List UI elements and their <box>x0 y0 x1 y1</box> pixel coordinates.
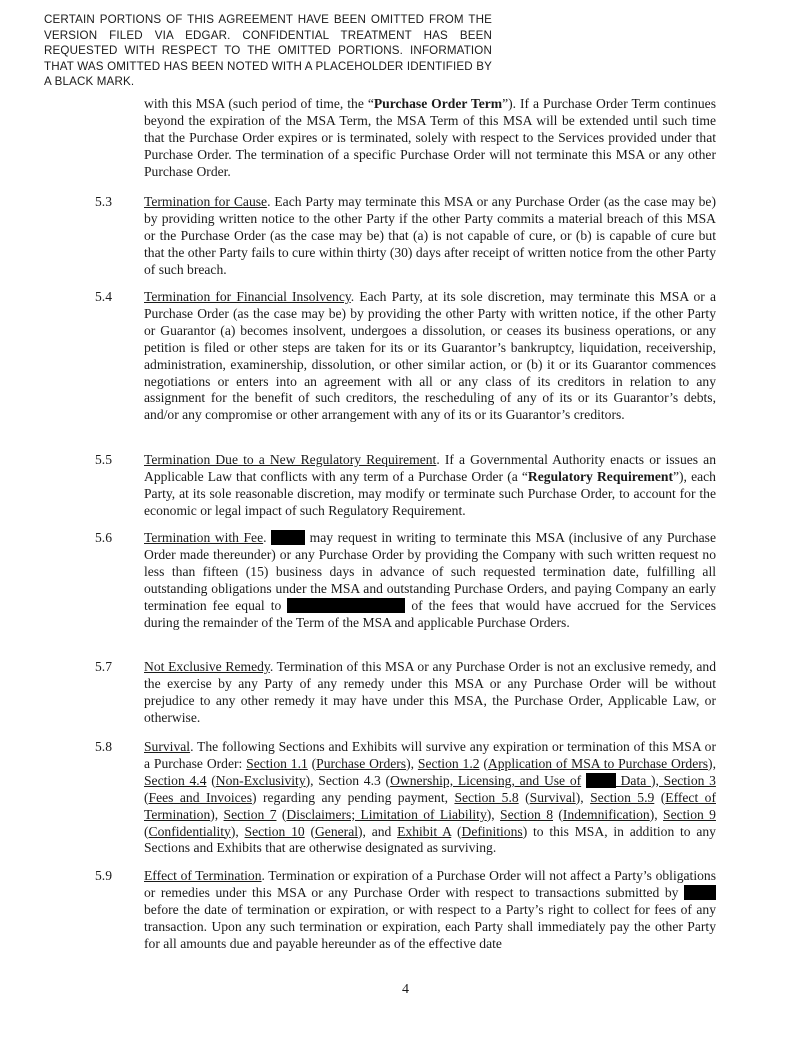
section-reference: Section 8 <box>500 806 553 822</box>
text-fragment: ( <box>479 755 488 771</box>
section-5-3 <box>95 194 716 279</box>
section-5-9 <box>95 868 716 953</box>
text-fragment: ( <box>206 772 216 788</box>
section-text: . Each Party may terminate this MSA or any Purchase Order (as the case may be) by providing written notice to the other Party if the other Party commits a material breach of this MSA or the Purchase Order (as the case may be) that (a) is not capable of cure, or (b) is capable of cure but that the other Party fails to cure within thirty (30) days after receipt of written notice from the other Party of such breach. <box>144 194 716 277</box>
text-fragment: ( <box>307 755 317 771</box>
section-text-1: . Termination or expiration of a Purchase Order will not affect a Party’s obligations or remedies under this MSA or any Purchase Order with respect to transactions submitted by <box>144 868 716 900</box>
text-fragment: ) regarding any pending payment, <box>252 789 455 805</box>
section-number: 5.3 <box>95 194 112 209</box>
text-fragment: ), <box>649 806 664 822</box>
section-heading: Termination Due to a New Regulatory Requirement <box>144 452 437 467</box>
section-reference-title: Non-Exclusivity <box>215 772 306 788</box>
section-5-7 <box>95 659 716 727</box>
section-reference-title: Indemnification <box>562 806 650 822</box>
text-fragment: ) to this MSA, in addition to any Sections and Exhibits that are otherwise designated as surviving. <box>144 823 716 856</box>
section-reference: Section 7 <box>223 806 277 822</box>
section-reference-title: General <box>314 823 359 839</box>
section-text-2: of the fees that would have accrued for the Services during the remainder of the Term of the MSA and applicable Purchase Orders. <box>144 597 716 630</box>
section-paragraph <box>144 194 716 279</box>
text-fragment: ( <box>518 789 530 805</box>
section-number: 5.5 <box>95 452 112 467</box>
section-text: . Each Party, at its sole discretion, may terminate this MSA or a Purchase Order (as the case may be) by providing the other Party with written notice, if the other Party or Guarantor (a) becomes insolvent, undergoes a dissolution, or ceases its business operations, or any petition is filed or other steps are taken for its or its Guarantor’s bankruptcy, liquidation, receivership, administration, examinership, dissolution, or other similar action, or (b) it or its Guarantor commences negotiations or enters into an agreement with all or any class of its creditors in relation to any assignment for the benefit of such creditors, the rescheduling of any of its or its Guarantor’s debts, and/or any compromise or other arrangement with any of its or its Guarantor’s creditors. <box>144 289 716 423</box>
intro-text-2: ”). If a Purchase Order Term continues beyond the expiration of the MSA Term, the MSA Term of this MSA will be extended until such time that the Purchase Order expires or is terminated, solely with respect to the Services provided under that Purchase Order. The termination of a specific Purchase Order will not terminate this MSA or any other Purchase Order. <box>144 96 716 179</box>
section-paragraph <box>144 659 716 727</box>
text-fragment: ( <box>553 806 563 822</box>
intro-text-1: with this MSA (such period of time, the “ <box>144 96 374 111</box>
text-fragment: ), and <box>358 823 398 839</box>
section-reference: Section 1.1 <box>246 755 308 771</box>
section-reference-title: Definitions <box>461 823 523 839</box>
redaction-mark <box>684 885 716 900</box>
exhibit-reference: Exhibit A <box>397 823 452 839</box>
section-text-0: . <box>263 530 272 545</box>
section-reference: Data ), Section 3 <box>615 772 716 788</box>
section-heading: Termination for Financial Insolvency <box>144 289 351 304</box>
section-heading: Termination for Cause <box>144 194 268 209</box>
continuation-paragraph <box>144 96 716 181</box>
text-fragment: ( <box>144 789 149 805</box>
section-text-2: before the date of termination or expiration, or with respect to a Party’s right to collect for fees of any transaction. Upon any such termination or expiration, each Party shall immediately pay the other Party for all amounts due and payable hereunder as of the effective date <box>144 901 716 951</box>
section-paragraph <box>144 452 716 520</box>
section-reference-title: Ownership, Licensing, and Use of <box>390 772 582 788</box>
text-fragment: ), <box>210 806 224 822</box>
text-fragment: ( <box>144 823 149 839</box>
section-reference-title: Purchase Orders <box>316 755 407 771</box>
text-fragment: ), <box>406 755 418 771</box>
text-fragment: ( <box>276 806 287 822</box>
section-number: 5.9 <box>95 868 112 883</box>
section-reference-title: Fees and Invoices <box>148 789 253 805</box>
text-fragment: ( <box>304 823 315 839</box>
section-heading: Termination with Fee <box>144 530 264 545</box>
section-heading: Not Exclusive Remedy <box>144 659 270 674</box>
section-5-8 <box>95 739 716 857</box>
section-number: 5.8 <box>95 739 112 754</box>
section-reference-title: Confidentiality <box>148 823 231 839</box>
section-text: . Termination of this MSA or any Purchase Order is not an exclusive remedy, and the exercise by any Party of any remedy under this MSA or any Purchase Order will be without prejudice to any other remedy it may have under this MSA, the Purchase Order, Applicable Law, or otherwise. <box>144 659 716 725</box>
section-5-5 <box>95 452 716 520</box>
section-reference: Section 9 <box>663 806 716 822</box>
text-fragment: ( <box>451 823 462 839</box>
text-fragment: ), <box>486 806 501 822</box>
section-paragraph <box>144 868 716 953</box>
section-5-4 <box>95 289 716 424</box>
section-reference-title: Survival <box>529 789 576 805</box>
redaction-mark <box>287 598 405 613</box>
defined-term-regulatory-requirement: Regulatory Requirement <box>527 468 673 484</box>
section-number: 5.6 <box>95 530 112 545</box>
section-5-6 <box>95 530 716 631</box>
section-reference: Section 5.8 <box>454 789 519 805</box>
redaction-mark <box>271 530 305 545</box>
text-fragment: ( <box>654 789 666 805</box>
redaction-mark <box>586 773 616 788</box>
section-paragraph <box>144 739 716 857</box>
section-paragraph <box>144 289 716 424</box>
section-reference: Section 10 <box>244 823 305 839</box>
defined-term-purchase-order-term: Purchase Order Term <box>373 96 503 111</box>
page-number: 4 <box>402 982 409 997</box>
section-reference-title: Disclaimers; Limitation of Liability <box>286 806 487 822</box>
section-reference-title: Application of MSA to Purchase Orders <box>487 755 709 771</box>
section-text-1: . If a Governmental Authority enacts or issues an Applicable Law that conflicts with any term of a Purchase Order (a “ <box>144 452 717 484</box>
text-fragment: ), <box>575 789 591 805</box>
text-fragment: ), <box>230 823 245 839</box>
section-text-2: ”), each Party, at its sole reasonable discretion, may modify or terminate such Purchase Order, to account for the economic or legal impact of such Regulatory Requirement. <box>144 468 716 518</box>
section-text-1: may request in writing to terminate this MSA (inclusive of any Purchase Order made thereunder) or any Purchase Order by providing the Company with such written request no less than fifteen (15) business days in advance of such requested termination date, fulfilling all outstanding obligations under the MSA and outstanding Purchase Orders, and paying Company an early termination fee equal to <box>144 530 717 613</box>
section-heading: Survival <box>144 739 191 754</box>
section-reference: Section 1.2 <box>417 755 480 771</box>
section-heading: Effect of Termination <box>144 868 262 883</box>
text-fragment: ), <box>708 755 716 771</box>
section-reference: Section 4.4 <box>144 772 207 788</box>
section-number: 5.4 <box>95 289 112 304</box>
section-number: 5.7 <box>95 659 112 674</box>
section-text: . The following Sections and Exhibits will survive any expiration or termination of this MSA or a Purchase Order: <box>144 739 716 771</box>
section-reference-title: Effect of Termination <box>144 789 716 822</box>
section-reference: Section 5.9 <box>590 789 655 805</box>
text-fragment: ), Section 4.3 ( <box>305 772 391 788</box>
section-paragraph <box>144 530 716 631</box>
confidential-treatment-notice: CERTAIN PORTIONS OF THIS AGREEMENT HAVE BEEN OMITTED FROM THE VERSION FILED VIA EDGAR. CONFIDENTIAL TREATMENT HAS BEEN REQUESTED WITH RESPECT TO THE OMITTED PORTIONS. INFORMATION THAT WAS OMITTED HAS BEEN NOTED WITH A PLACEHOLDER IDENTIFIED BY A BLACK MARK. <box>44 13 492 89</box>
